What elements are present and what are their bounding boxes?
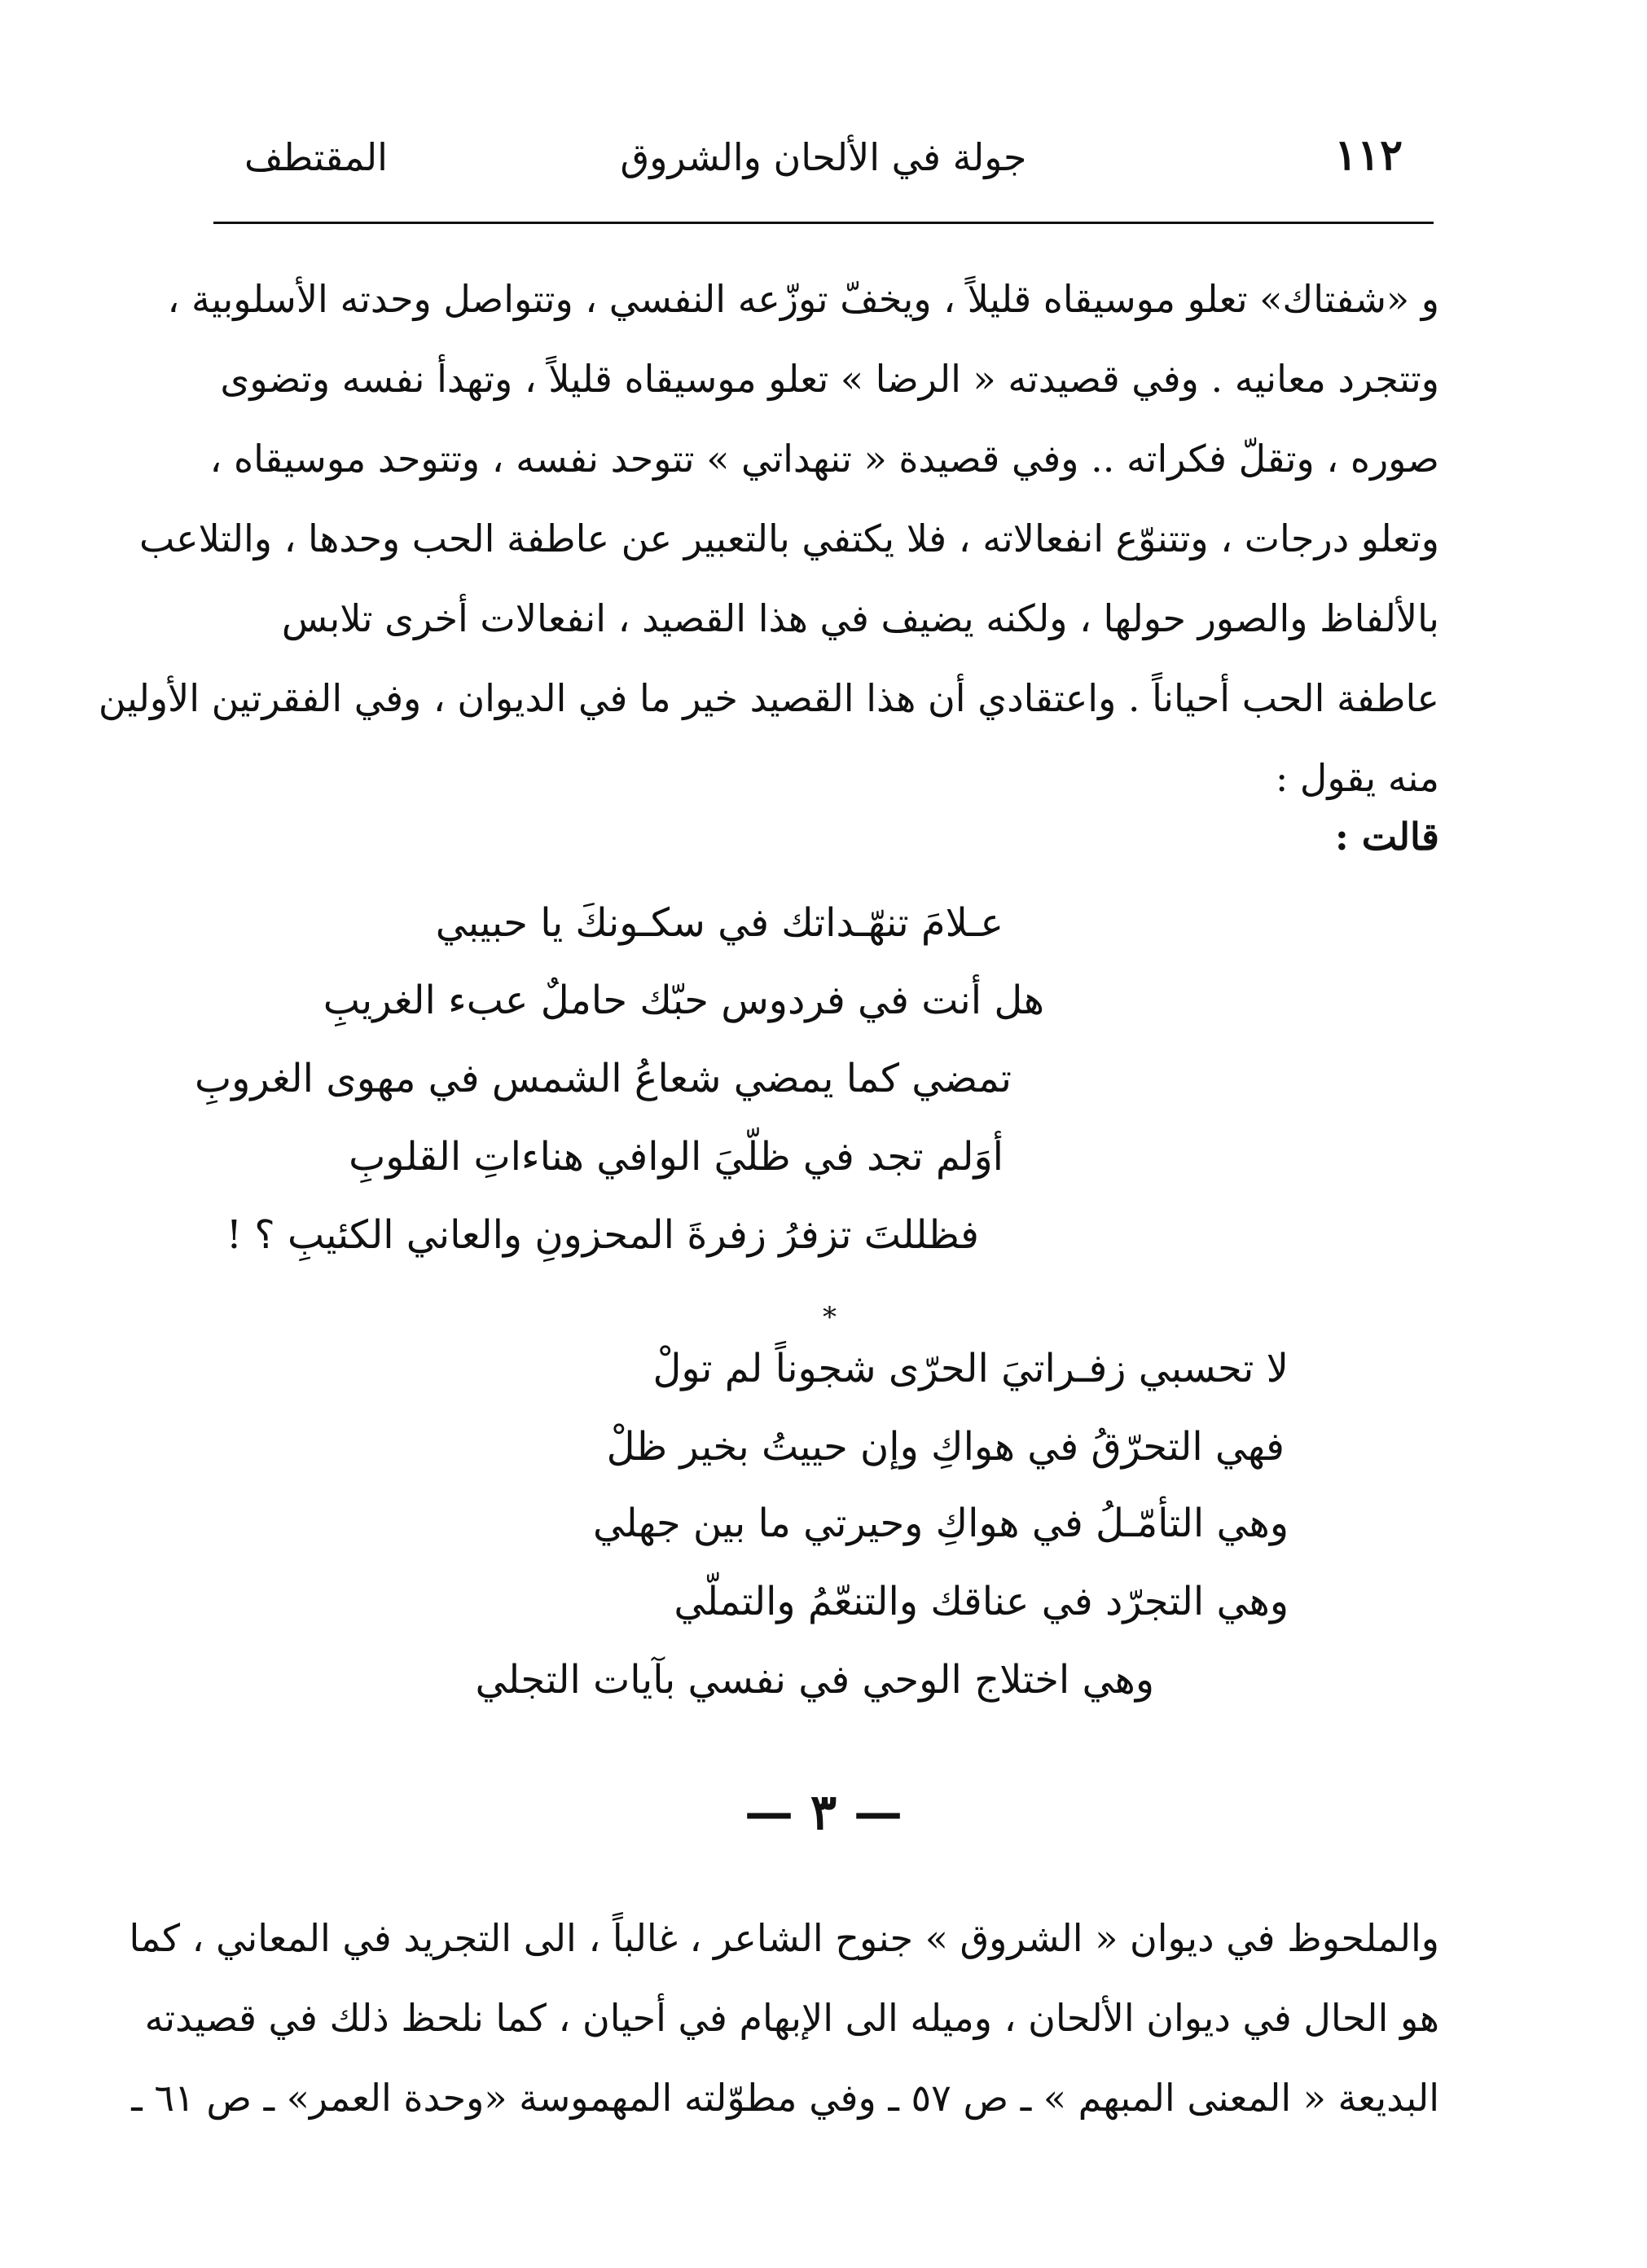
poem-line: تمضي كما يمضي شعاعُ الشمس في مهوى الغروبِ xyxy=(194,1056,1012,1101)
header-rule xyxy=(213,222,1434,224)
quote-intro: قالت : xyxy=(1334,815,1439,859)
poem-line: وهي اختلاج الوحي في نفسي بآيات التجلي xyxy=(475,1657,1154,1703)
poem-line: لا تحسبي زفـراتيَ الحرّى شجوناً لم تولْ xyxy=(652,1346,1289,1391)
poem-line: وهي التأمّـلُ في هواكِ وحيرتي ما بين جهلي xyxy=(592,1501,1289,1546)
stanza-divider: * xyxy=(823,1301,837,1334)
poem-line: هل أنت في فردوس حبّك حاملٌ عبء الغريبِ xyxy=(323,978,1044,1023)
text-line: منه يقول : xyxy=(1275,756,1439,800)
text-line: وتعلو درجات ، وتتنوّع انفعالاته ، فلا يكتفي بالتعبير عن عاطفة الحب وحدها ، والتلاعب xyxy=(139,516,1439,560)
text-line: و «شفتاك» تعلو موسيقاه قليلاً ، ويخفّ توزّعه النفسي ، وتتواصل وحدته الأسلوبية ، xyxy=(167,277,1439,321)
text-line: صوره ، وتقلّ فكراته .. وفي قصيدة « تنهداتي » تتوحد نفسه ، وتتوحد موسيقاه ، xyxy=(209,437,1439,481)
article-title: جولة في الألحان والشروق xyxy=(620,135,1027,179)
text-line: البديعة « المعنى المبهم » ـ ص ٥٧ ـ وفي مطوّلته المهموسة «وحدة العمر» ـ ص ٦١ ـ xyxy=(131,2076,1439,2120)
journal-name: المقتطف xyxy=(244,135,388,179)
text-line: والملحوظ في ديوان « الشروق » جنوح الشاعر ، غالباً ، الى التجريد في المعاني ، كما xyxy=(129,1916,1439,1960)
text-line: وتتجرد معانيه . وفي قصيدته « الرضا » تعلو موسيقاه قليلاً ، وتهدأ نفسه وتضوى xyxy=(220,357,1439,401)
page-number: ١١٢ xyxy=(1334,130,1403,180)
running-header xyxy=(212,130,1435,204)
section-number: — ٣ — xyxy=(744,1784,903,1841)
paragraph-1 xyxy=(98,259,1439,818)
poem-line: عـلامَ تنهّـداتك في سكـونكَ يا حبيبي xyxy=(435,900,1004,946)
text-line: بالألفاظ والصور حولها ، ولكنه يضيف في هذا القصيد ، انفعالات أخرى تلابس xyxy=(281,596,1439,640)
poem-line: وهي التجرّد في عناقك والتنعّمُ والتملّي xyxy=(674,1579,1289,1624)
text-line: هو الحال في ديوان الألحان ، وميله الى الإبهام في أحيان ، كما نلحظ ذلك في قصيدته xyxy=(144,1996,1439,2040)
poem-line: فهي التحرّقُ في هواكِ وإن حييتُ بخير ظلْ xyxy=(606,1424,1285,1470)
text-line: عاطفة الحب أحياناً . واعتقادي أن هذا القصيد خير ما في الديوان ، وفي الفقرتين الأولين xyxy=(98,676,1439,720)
poem-line: أوَلم تجد في ظلّيَ الوافي هناءاتِ القلوبِ xyxy=(349,1134,1004,1180)
poem-line: فظللتَ تزفرُ زفرةَ المحزونِ والعاني الكئيبِ ؟ ! xyxy=(226,1212,979,1258)
paragraph-2 xyxy=(129,1898,1439,2138)
